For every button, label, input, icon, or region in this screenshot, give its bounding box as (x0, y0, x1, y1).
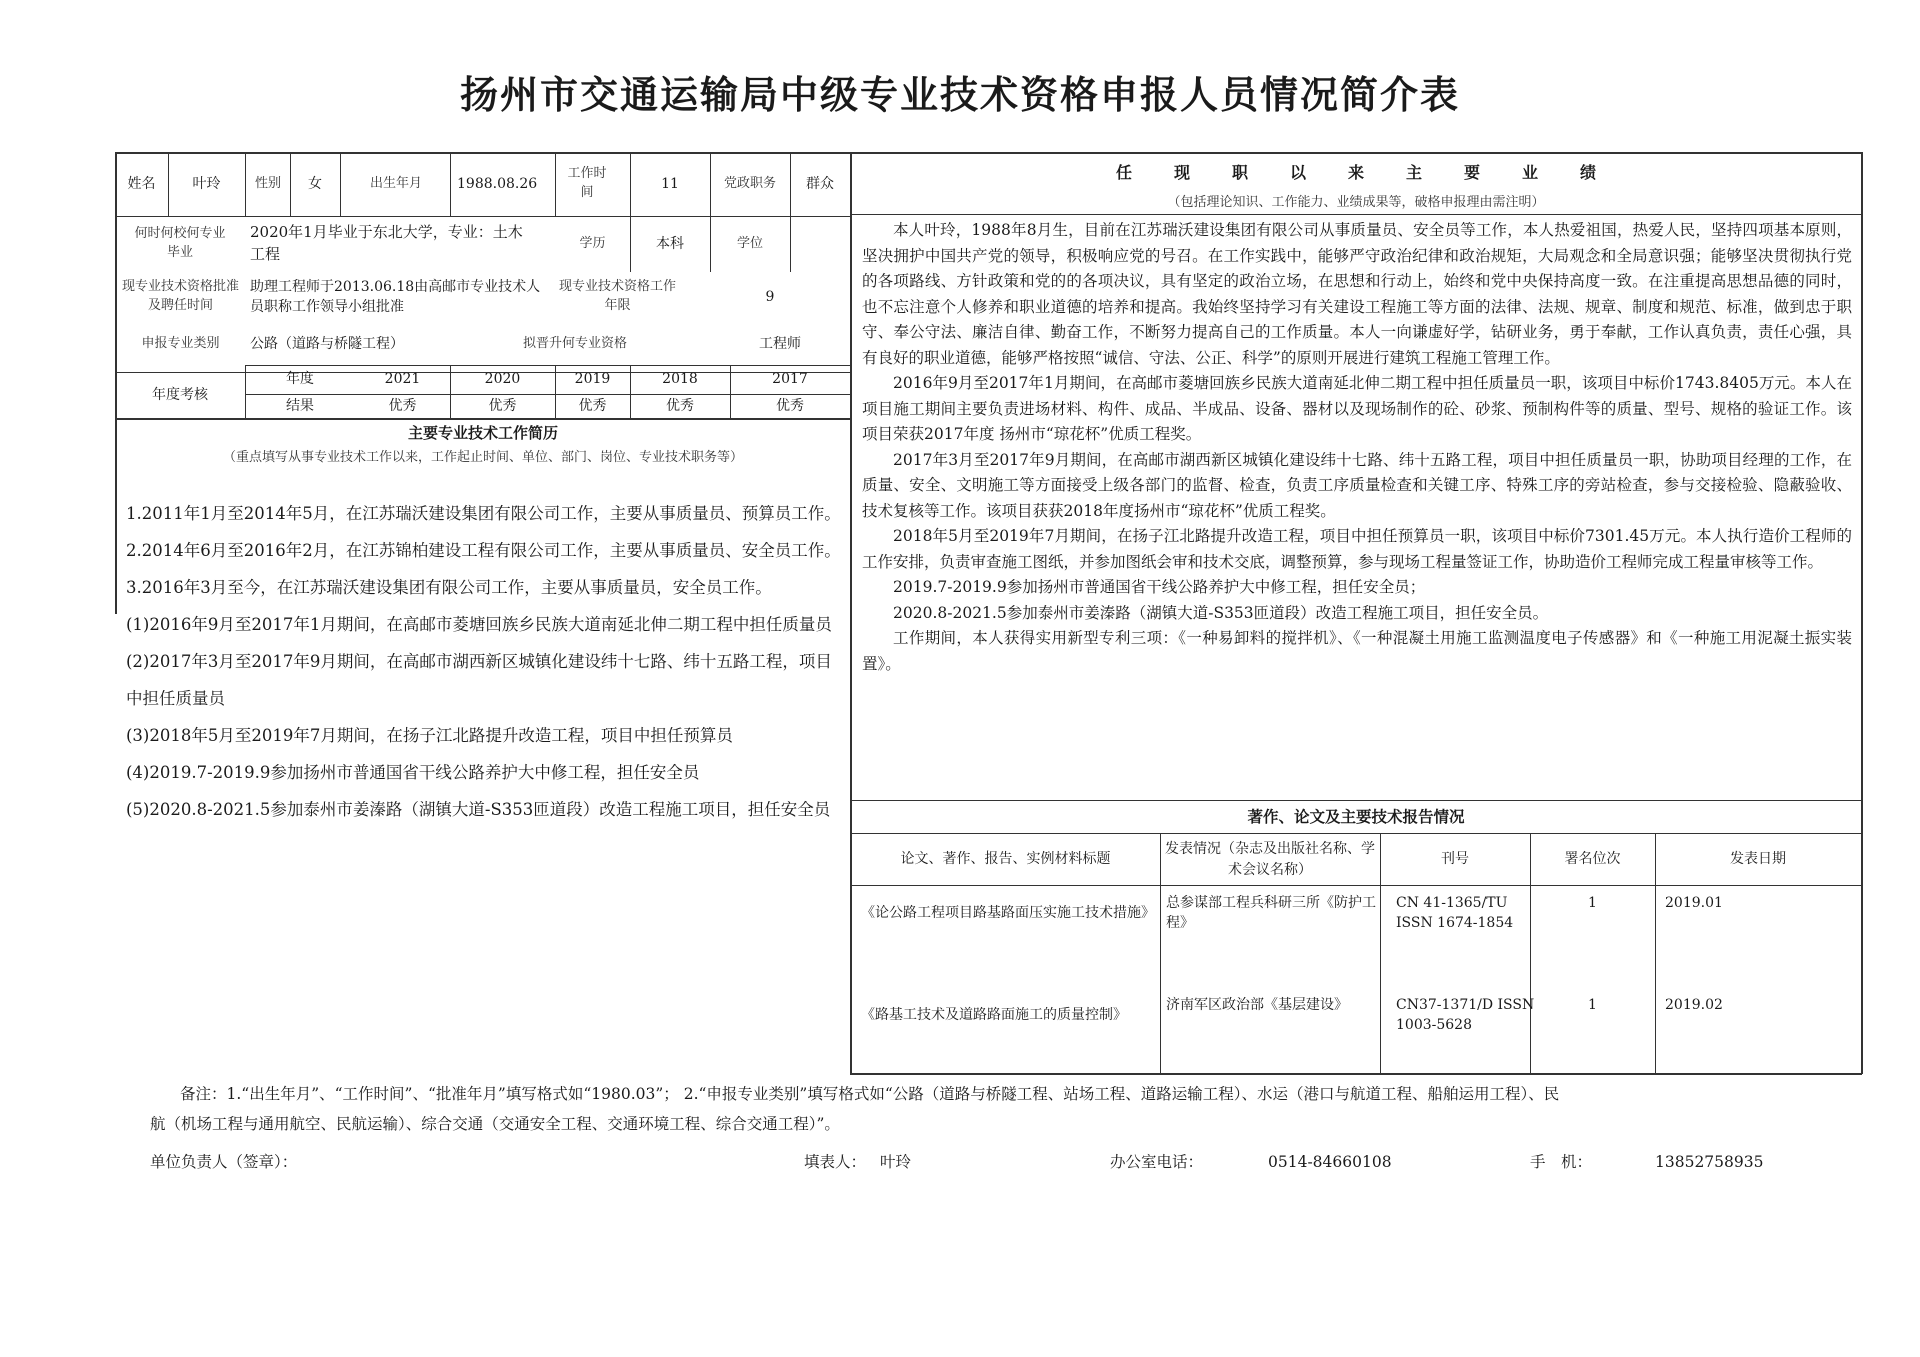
assess-label: 年度考核 (152, 386, 208, 403)
party-label: 党政职务 (723, 175, 776, 191)
year-2018: 2018 (662, 371, 698, 388)
office-value: 0514-84660108 (1268, 1153, 1392, 1171)
papers-header-venue: 发表情况（杂志及出版社名称、学术会议名称） (1165, 841, 1375, 878)
target-label: 拟晋升何专业资格 (522, 335, 627, 351)
achievement-paragraph: 2020.8-2021.5参加泰州市姜溱路（湖镇大道-S353匝道段）改造工程施工项目，担任安全员。 (893, 603, 1549, 622)
achievements-text (862, 218, 1852, 677)
col-divider (245, 152, 246, 216)
achievement-paragraph: 2018年5月至2019年7月期间，在扬子江北路提升改造工程，项目中担任预算员一职，该项目中标价7301.45万元。本人执行造价工程师的工作安排，负责审查施工图纸，并参加图纸会审和技术交底，调整预算，参与现场工程量签证工作，协助造价工程师完成工程量审核等工作。 (862, 527, 1852, 571)
paper-date: 2019.01 (1665, 894, 1723, 911)
result-2017: 优秀 (776, 397, 804, 414)
achievement-paragraph: 2016年9月至2017年1月期间，在高邮市菱塘回族乡民族大道南延北伸二期工程中担任质量员一职，该项目中标价1743.8405万元。本人在项目施工期间主要负责进场材料、构件、成品、半成品、设备、器材以及现场制作的砼、砂浆、预制构件等的质量、型号、规格的验证工作。该项目荣获2017年度 扬州市“琼花杯”优质工程奖。 (862, 374, 1852, 443)
name-value: 叶玲 (192, 175, 221, 192)
achievement-paragraph: 工作期间，本人获得实用新型专利三项：《一种易卸料的搅拌机》、《一种混凝土用施工监测温度电子传感器》和《一种施工用泥凝土振实装置》。 (862, 629, 1852, 673)
birth-value: 1988.08.26 (457, 175, 538, 192)
footer-note-line1: 备注：1.“出生年月”、“工作时间”、“批准年月”填写格式如“1980.03”； 2.“申报专业类别”填写格式如“公路（道路与桥隧工程、站场工程、道路运输工程）、水运（港口与航道工程、船舶运用工程）、民 (180, 1085, 1560, 1103)
year-2021: 2021 (384, 371, 421, 388)
result-2019: 优秀 (578, 397, 607, 414)
years-value: 9 (765, 288, 775, 305)
category-label: 申报专业类别 (141, 335, 220, 351)
achievement-paragraph: 2017年3月至2017年9月期间，在高邮市湖西新区城镇化建设纬十七路、纬十五路工程，项目中担任质量员一职，协助项目经理的工作，在质量、安全、文明施工等方面接受上级各部门的监督、检查，负责工序质量检查和关键工序、特殊工序的旁站检查，参与交接检验、隐蔽验收、技术复核等工作。该项目获获2018年度扬州市“琼花杯”优质工程奖。 (862, 450, 1852, 520)
paper-title: 《路基工技术及道路路面施工的质量控制》 (861, 1006, 1127, 1023)
work-item: (3)2018年5月至2019年7月期间，在扬子江北路提升改造工程，项目中担任预算员 (126, 726, 733, 745)
result-2018: 优秀 (666, 397, 694, 414)
work-time-value: 11 (661, 175, 679, 192)
year-label: 年度 (286, 371, 314, 388)
name-label: 姓名 (127, 175, 156, 192)
mobile-value: 13852758935 (1655, 1153, 1764, 1171)
papers-header-date: 发表日期 (1730, 851, 1786, 868)
qual-value: 助理工程师于2013.06.18由高邮市专业技术人员职称工作领导小组批准 (250, 278, 541, 315)
party-value: 群众 (806, 175, 834, 192)
footer-note-line2: 航（机场工程与通用航空、民航运输）、综合交通（交通安全工程、交通环境工程、综合交通工程）”。 (150, 1115, 840, 1133)
years-label: 现专业技术资格工作年限 (558, 279, 676, 313)
paper-date: 2019.02 (1665, 996, 1723, 1013)
year-2017: 2017 (772, 371, 808, 388)
row-divider (851, 214, 1861, 215)
result-2020: 优秀 (488, 397, 517, 414)
filler-label: 填表人： (804, 1153, 867, 1171)
edu-value: 本科 (656, 235, 684, 252)
result-2021: 优秀 (388, 397, 417, 414)
table-bottom-border (850, 1073, 1862, 1075)
office-label: 办公室电话： (1110, 1153, 1204, 1171)
paper-venue: 总参谋部工程兵科研三所《防护工程》 (1166, 894, 1376, 931)
work-item: (2)2017年3月至2017年9月期间，在高邮市湖西新区城镇化建设纬十七路、纬十五路工程，项目中担任质量员 (126, 652, 832, 708)
work-time-label: 工作时间 (567, 166, 607, 200)
work-history-list (126, 495, 844, 828)
category-value: 公路（道路与桥隧工程） (250, 335, 404, 352)
gender-label: 性别 (254, 175, 281, 191)
col-divider (555, 152, 556, 216)
col-divider (340, 152, 341, 216)
grad-label: 何时何校何专业毕业 (134, 226, 226, 260)
grad-value: 2020年1月毕业于东北大学，专业：土木工程 (250, 223, 523, 263)
papers-header-issn: 刊号 (1441, 851, 1469, 868)
result-label: 结果 (286, 397, 314, 414)
target-value: 工程师 (759, 335, 801, 352)
papers-header-title: 论文、著作、报告、实例材料标题 (900, 851, 1111, 868)
work-subheading: （重点填写从事专业技术工作以来，工作起止时间、单位、部门、岗位、专业技术职务等） (222, 449, 743, 465)
gender-value: 女 (308, 175, 322, 192)
work-item: 2.2014年6月至2016年2月，在江苏锦柏建设工程有限公司工作，主要从事质量员、安全员工作。 (126, 541, 841, 560)
work-item: 1.2011年1月至2014年5月，在江苏瑞沃建设集团有限公司工作，主要从事质量员、预算员工作。 (126, 504, 841, 523)
birth-label: 出生年月 (370, 175, 423, 191)
mobile-label: 手 机： (1530, 1153, 1593, 1171)
edu-label: 学历 (579, 235, 606, 251)
work-item: (1)2016年9月至2017年1月期间，在高邮市菱塘回族乡民族大道南延北伸二期工程中担任质量员 (126, 615, 832, 634)
paper-issn: CN 41-1365/TU ISSN 1674-1854 (1396, 894, 1514, 931)
table-row (851, 886, 1861, 976)
degree-label: 学位 (736, 235, 763, 251)
work-heading: 主要专业技术工作简历 (407, 424, 558, 443)
paper-rank: 1 (1588, 996, 1597, 1013)
page-title: 扬州市交通运输局中级专业技术资格申报人员情况简介表 (459, 72, 1460, 117)
col-divider (450, 152, 451, 216)
work-item: (5)2020.8-2021.5参加泰州市姜溱路（湖镇大道-S353匝道段）改造工程施工项目，担任安全员 (126, 800, 831, 819)
paper-title: 《论公路工程项目路基路面压实施工技术措施》 (861, 904, 1155, 921)
table-right-border (1861, 152, 1863, 1074)
filler-value: 叶玲 (880, 1153, 912, 1171)
papers-heading: 著作、论文及主要技术报告情况 (1247, 806, 1465, 826)
row-divider (115, 216, 851, 217)
row-divider (851, 800, 1861, 801)
work-item: (4)2019.7-2019.9参加扬州市普通国省干线公路养护大中修工程，担任安全员 (126, 763, 700, 782)
paper-venue: 济南军区政治部《基层建设》 (1166, 996, 1348, 1013)
paper-issn: CN37-1371/D ISSN 1003-5628 (1396, 996, 1535, 1033)
year-2019: 2019 (574, 371, 611, 388)
achievement-paragraph: 2019.7-2019.9参加扬州市普通国省干线公路养护大中修工程，担任安全员； (893, 578, 1426, 596)
year-2020: 2020 (484, 371, 521, 388)
qual-label: 现专业技术资格批准及聘任时间 (121, 279, 239, 313)
achievements-subheading: （包括理论知识、工作能力、业绩成果等，破格申报理由需注明） (1167, 194, 1545, 210)
achievements-heading: 任现职以来主要业绩 (1115, 163, 1638, 183)
degree-value (790, 218, 850, 270)
achievement-paragraph: 本人叶玲，1988年8月生，目前在江苏瑞沃建设集团有限公司从事质量员、安全员等工作，本人热爱祖国，热爱人民，坚持四项基本原则，坚决拥护中国共产党的领导，积极响应党的号召。在工作实践中，能够严守政治纪律和政治规矩，大局观念和全局意识强；能够坚决贯彻执行党的各项路线、方针政策和党的的各项决议，具有坚定的政治立场，在思想和行动上，始终和党中央保持高度一致。在注重提高思想品德的同时，也不忘注意个人修养和职业道德的培养和提高。我始终坚持学习有关建设工程施工等方面的法律、法规、规章、制度和规范、标准，做到忠于职守、奉公守法、廉洁自律、勤奋工作，不断努力提高自己的工作质量。本人一向谦虚好学，钻研业务，勇于奉献，工作认真负责，责任心强，具有良好的职业道德，能够严格按照“诚信、守法、公正、科学”的原则开展进行建筑工程施工管理工作。 (862, 221, 1852, 367)
row-divider (115, 418, 851, 420)
table-row (851, 988, 1861, 1068)
paper-rank: 1 (1588, 894, 1597, 911)
work-item: 3.2016年3月至今，在江苏瑞沃建设集团有限公司工作，主要从事质量员，安全员工作。 (126, 578, 772, 597)
papers-header-rank: 署名位次 (1564, 851, 1621, 868)
leader-label: 单位负责人（签章）： (150, 1153, 298, 1171)
